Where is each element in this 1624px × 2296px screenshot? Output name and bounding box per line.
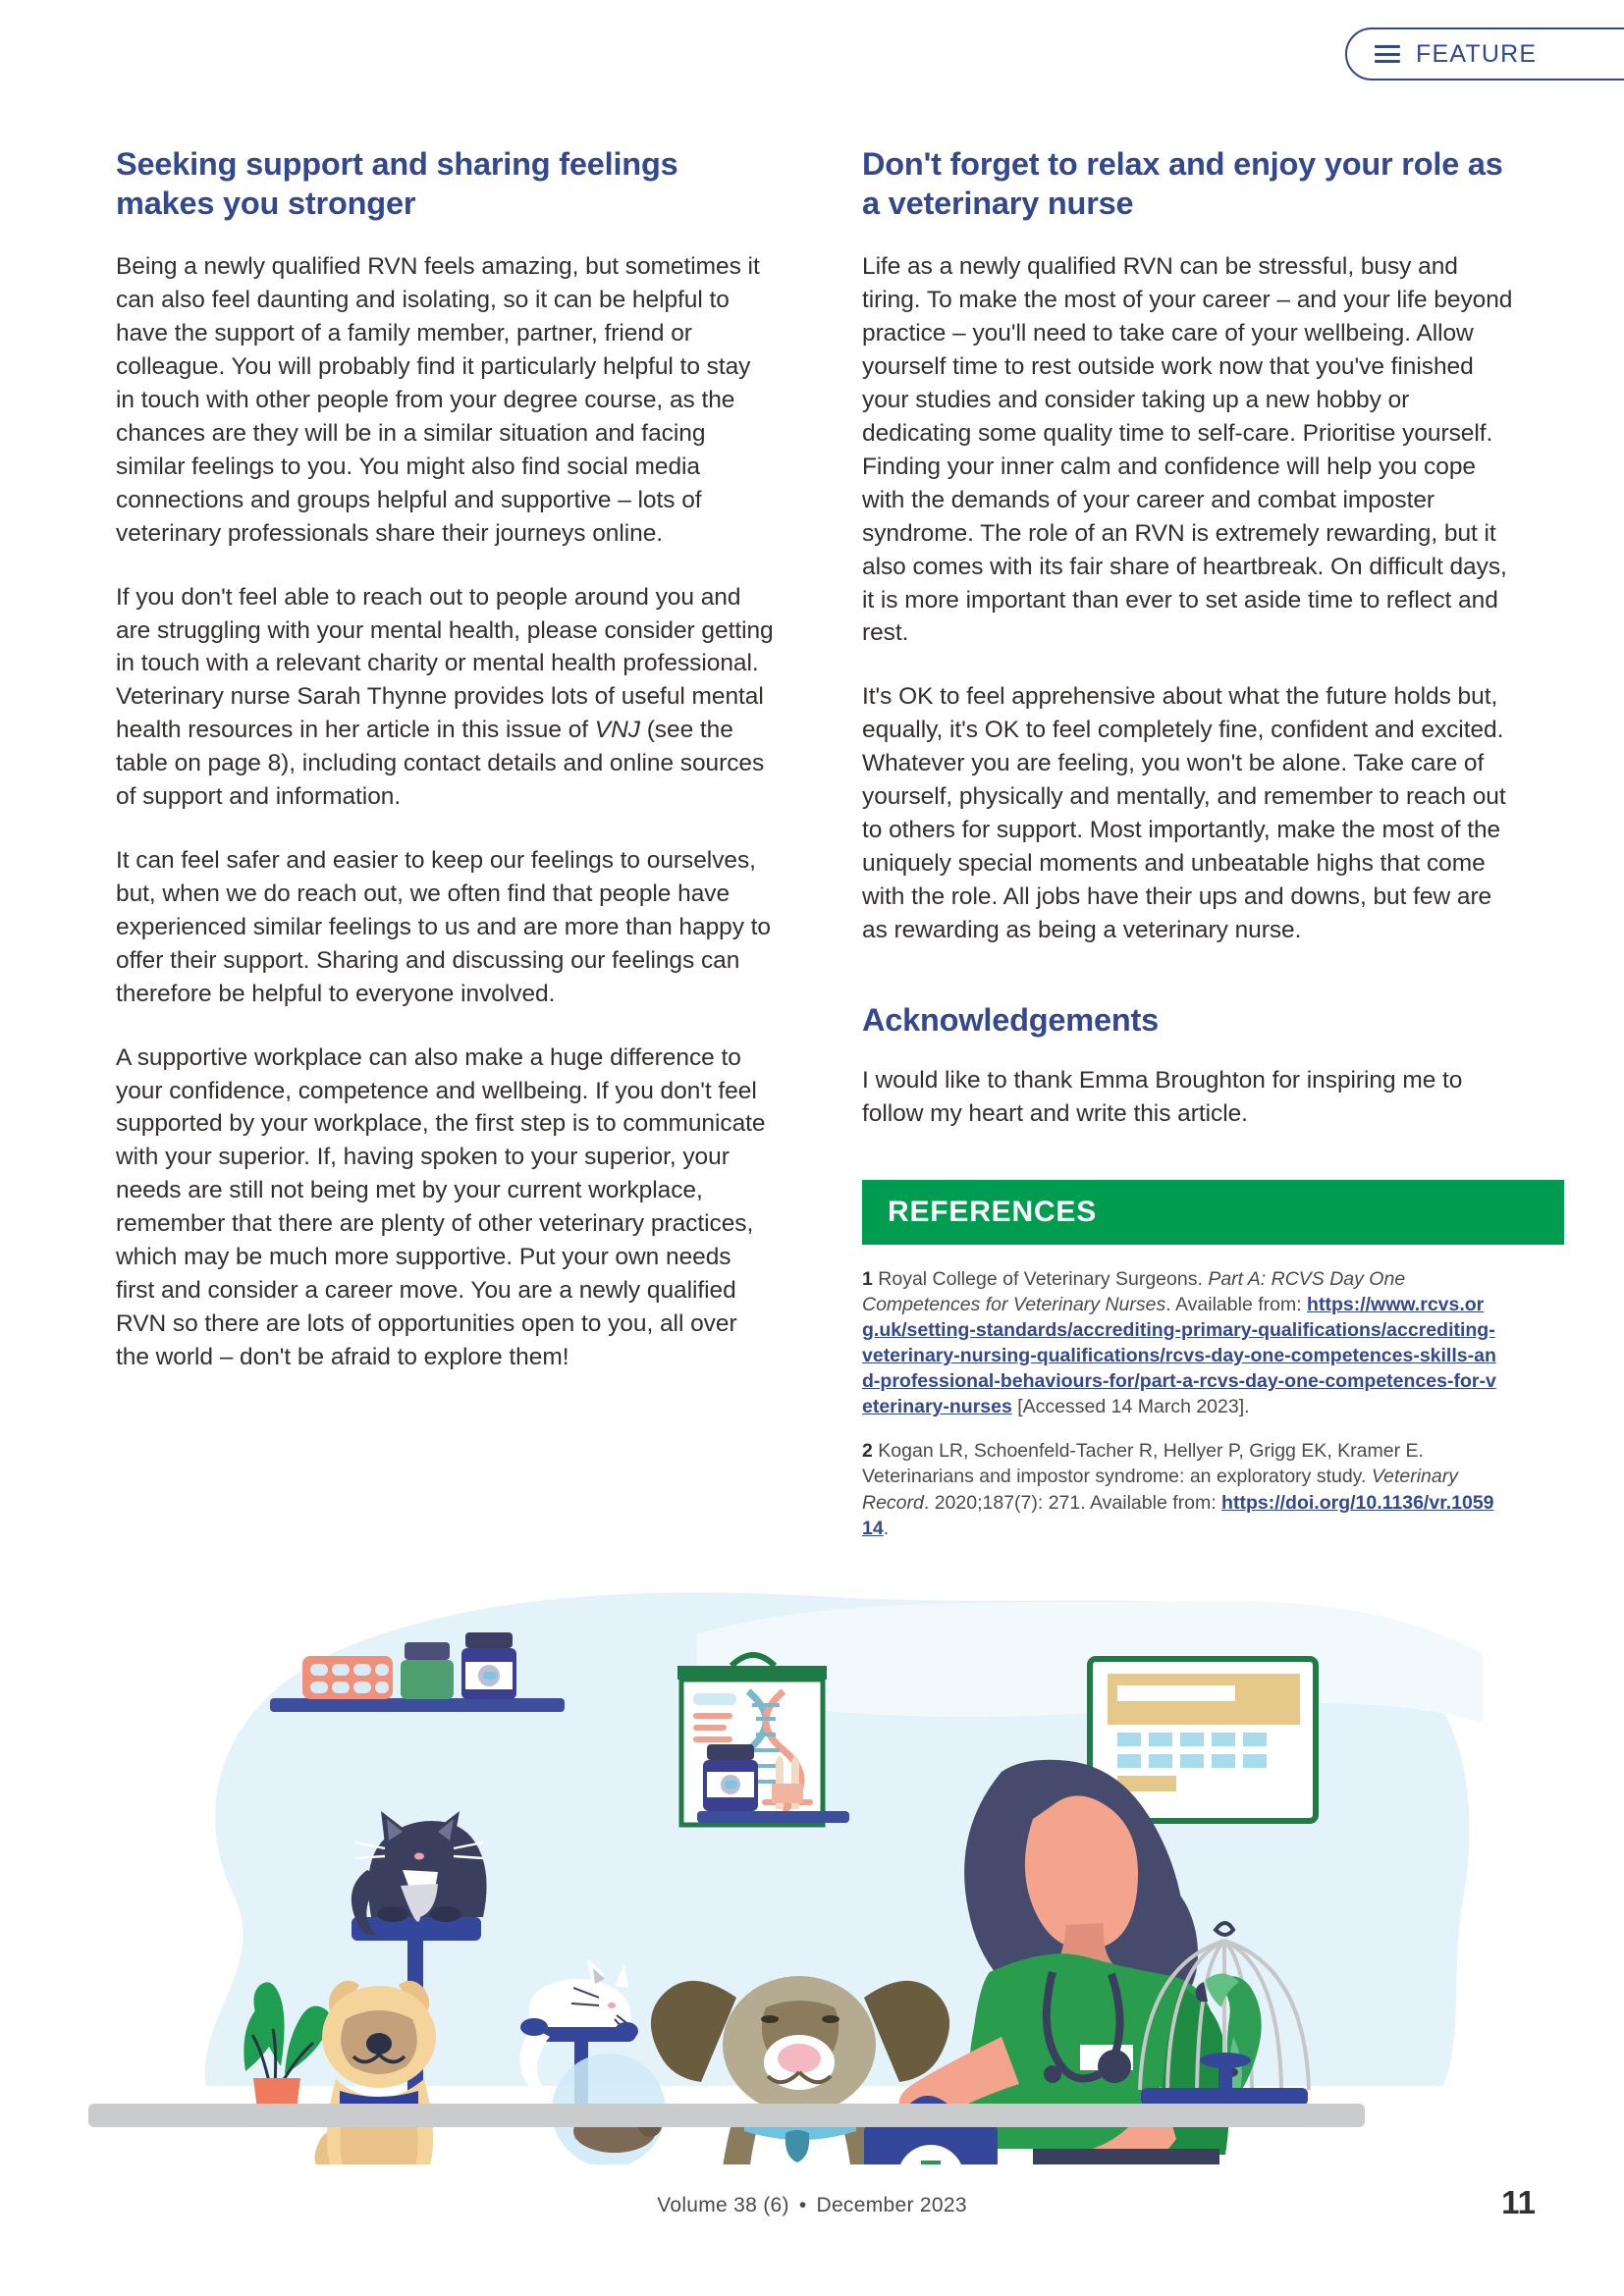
acknowledgements-heading: Acknowledgements [862, 1001, 1160, 1038]
reference-text-after-1: [Accessed 14 March 2023]. [1011, 1396, 1250, 1418]
reference-text-before-2: Kogan LR, Schoenfeld-Tacher R, Hellyer P, Grigg EK, Kramer E. Veterinarians and impostor syndrome: an exploratory study. [862, 1440, 1424, 1488]
right-section-heading: Don't forget to relax and enjoy your role as a veterinary nurse [862, 146, 1503, 221]
references-title: REFERENCES [888, 1195, 1098, 1228]
article-columns [116, 145, 1520, 1560]
feature-tab[interactable] [1345, 27, 1624, 80]
reference-link-2[interactable]: https://doi.org/10.1136/vr.105914 [862, 1491, 1494, 1539]
footer-volume-date [0, 2194, 1624, 2217]
reference-link-1[interactable]: https://www.rcvs.org.uk/setting-standards/accrediting-primary-qualifications/accrediting-veterinary-nursing-qualifications/rcvs-day-one-competences-skills-and-professional-behaviours-for/part-a-rcvs-day-one-competences-for-veterinary-nurses [862, 1293, 1496, 1418]
right-column [862, 145, 1520, 1560]
reference-text-mid-1: . Available from: [1165, 1293, 1308, 1315]
left-paragraph-2-before: If you don't feel able to reach out to people around you and are struggling with your mental health, please consider getting in touch with a relevant charity or mental health professional. Veterinary nurse Sarah Thynne provides lots of useful mental health resources in her article in this issue of [116, 583, 774, 744]
left-paragraph-2 [116, 581, 774, 814]
footer-date: December 2023 [816, 2194, 967, 2216]
page-number: 11 [1501, 2184, 1536, 2220]
references-bar [862, 1180, 1564, 1245]
references-list [862, 1266, 1500, 1541]
left-section-heading: Seeking support and sharing feelings makes you stronger [116, 146, 678, 221]
left-paragraph-4: A supportive workplace can also make a huge difference to your confidence, competence and wellbeing. If you don't feel supported by your workplace, the first step is to communicate with your superior. If, having spoken to your superior, your needs are still not being met by your current workplace, remember that there are plenty of other veterinary practices, which may be much more supportive. Put your own needs first and consider a career move. You are a newly qualified RVN so there are lots of opportunities open to you, all over the world – don't be afraid to explore them! [116, 1043, 766, 1370]
reference-text-after-2: . [883, 1517, 890, 1539]
vnj-italic: VNJ [594, 717, 640, 744]
right-paragraph-2: It's OK to feel apprehensive about what the future holds but, equally, it's OK to feel completely fine, confident and excited. Whatever you are feeling, you won't be alone. Take care of yourself, physically and mentally, and remember to reach out to others for support. Most importantly, make the most of the uniquely special moments and unbeatable highs that come with the role. All jobs have their ups and downs, but few are as rewarding as being a veterinary nurse. [862, 683, 1506, 943]
left-paragraph-2-after: (see the table on page 8), including contact details and online sources of support and information. [116, 717, 765, 811]
footer-separator: • [798, 2194, 807, 2216]
hamburger-icon [1375, 44, 1400, 64]
clinic-illustration [88, 1575, 1542, 2164]
reference-number-1: 1 [862, 1267, 873, 1290]
feature-tab-label: FEATURE [1416, 39, 1538, 68]
reference-italic-title-1: Part A: RCVS Day One Competences for Veterinary Nurses [862, 1267, 1406, 1315]
reference-text-mid-2: . 2020;187(7): 271. Available from: [923, 1491, 1222, 1514]
reference-text-before-1: Royal College of Veterinary Surgeons. [872, 1267, 1209, 1290]
left-column [116, 145, 774, 1560]
right-paragraph-1: Life as a newly qualified RVN can be stressful, busy and tiring. To make the most of your career – and your life beyond practice – you'll need to take care of your wellbeing. Allow yourself time to rest outside work now that you've finished your studies and consider taking up a new hobby or dedicating some quality time to self-care. Prioritise yourself. Finding your inner calm and confidence will help you cope with the demands of your career and combat imposter syndrome. The role of an RVN is extremely rewarding, but it also comes with its fair share of heartbreak. On difficult days, it is more important than ever to set aside time to reflect and rest. [862, 253, 1513, 647]
left-paragraph-1: Being a newly qualified RVN feels amazing, but sometimes it can also feel daunting and isolating, so it can be helpful to have the support of a family member, partner, friend or colleague. You will probably find it particularly helpful to stay in touch with other people from your degree course, as the chances are they will be in a similar situation and facing similar feelings to you. You might also find social media connections and groups helpful and supportive – lots of veterinary professionals share their journeys online. [116, 253, 760, 547]
reference-item-2 [862, 1438, 1500, 1541]
left-paragraph-3: It can feel safer and easier to keep our feelings to ourselves, but, when we do reach out, we often find that people have experienced similar feelings to us and are more than happy to offer their support. Sharing and discussing our feelings can therefore be helpful to everyone involved. [116, 847, 772, 1007]
reference-item-1 [862, 1266, 1500, 1420]
acknowledgements-text: I would like to thank Emma Broughton for inspiring me to follow my heart and write this article. [862, 1066, 1463, 1127]
reference-italic-title-2: Veterinary Record [862, 1466, 1458, 1514]
floor-bar [88, 2104, 1365, 2127]
reference-number-2: 2 [862, 1440, 873, 1463]
footer-volume: Volume 38 (6) [657, 2194, 789, 2216]
